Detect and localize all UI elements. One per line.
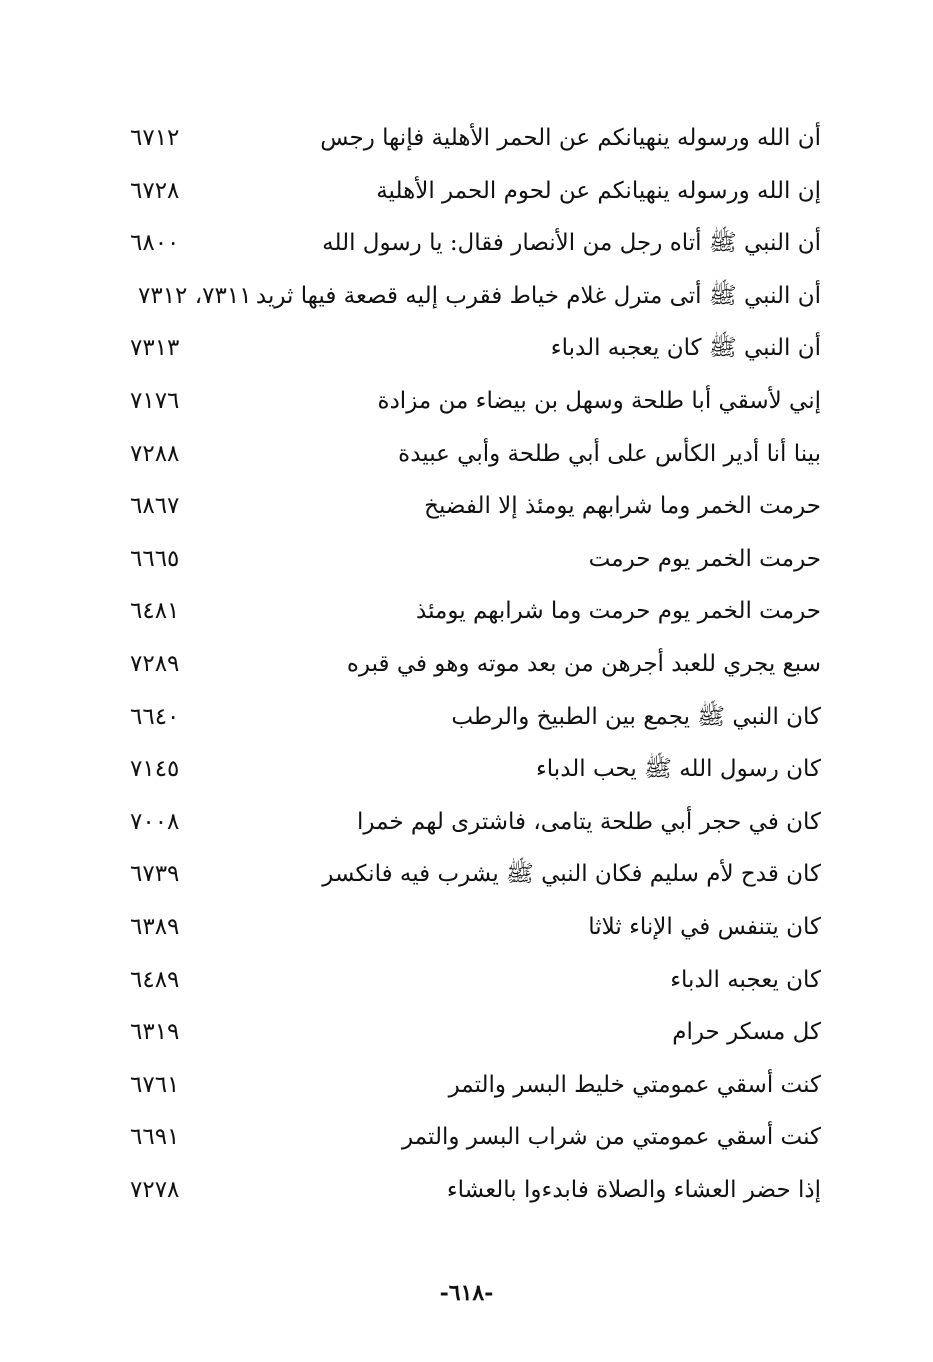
hadith-text: إن الله ورسوله ينهيانكم عن لحوم الحمر الأهلية [376,177,821,204]
hadith-number: ٧١٧٦ [130,387,180,414]
hadith-text: إذا حضر العشاء والصلاة فابدءوا بالعشاء [446,1176,821,1203]
hadith-text: كان يعجبه الدباء [670,966,821,993]
hadith-text: كنت أسقي عمومتي خليط البسر والتمر [448,1071,821,1098]
hadith-number: ٦٣١٩ [130,1019,180,1046]
hadith-number: ٦٦٦٥ [130,545,180,572]
index-entry [0,377,933,430]
index-entry [0,587,933,640]
index-entry [0,1166,933,1219]
hadith-number: ٧٢٨٨ [130,440,180,467]
index-entry [0,1008,933,1061]
index-entry [0,1113,933,1166]
hadith-number: ٧٣١١، ٧٣١٢ [138,282,252,309]
hadith-number: ٦٣٨٩ [130,913,180,940]
hadith-text: بينا أنا أدير الكأس على أبي طلحة وأبي عبيدة [398,440,821,467]
index-entry [0,850,933,903]
hadith-number: ٦٤٨١ [130,598,180,625]
index-entry [0,693,933,746]
hadith-text: أن الله ورسوله ينهيانكم عن الحمر الأهلية فإنها رجس [320,125,821,151]
index-entry [0,745,933,798]
hadith-text: أن النبي ﷺ كان يعجبه الدباء [550,335,821,362]
hadith-text: كل مسكر حرام [672,1019,821,1046]
index-entry [0,640,933,693]
index-entry [0,535,933,588]
hadith-text: حرمت الخمر وما شرابهم يومئذ إلا الفضيخ [424,493,821,520]
hadith-text: حرمت الخمر يوم حرمت وما شرابهم يومئذ [416,598,821,625]
index-entry [0,219,933,272]
hadith-number: ٦٨٠٠ [130,230,180,257]
hadith-index-list [0,114,933,1218]
index-entry [0,1061,933,1114]
hadith-number: ٦٧٣٩ [130,861,180,888]
hadith-text: كان في حجر أبي طلحة يتامى، فاشترى لهم خمرا [357,808,821,835]
hadith-text: إني لأسقي أبا طلحة وسهل بن بيضاء من مزادة [377,387,821,414]
hadith-number: ٦٦٤٠ [130,703,180,730]
index-entry [0,482,933,535]
index-entry [0,167,933,220]
hadith-number: ٧٢٨٩ [130,650,180,677]
hadith-number: ٦٦٩١ [130,1124,180,1151]
hadith-number: ٦٧٦١ [130,1071,180,1098]
hadith-number: ٦٧٢٨ [130,177,180,204]
hadith-text: أن النبي ﷺ أتاه رجل من الأنصار فقال: يا رسول الله [322,230,821,257]
hadith-text: سبع يجري للعبد أجرهن من بعد موته وهو في قبره [346,650,821,677]
page-number: -٦١٨- [439,1280,494,1306]
index-entry [0,114,933,167]
index-entry [0,903,933,956]
hadith-number: ٦٨٦٧ [130,493,180,520]
hadith-number: ٧٠٠٨ [130,808,180,835]
hadith-number: ٦٤٨٩ [130,966,180,993]
hadith-text: كان يتنفس في الإناء ثلاثا [588,913,821,940]
hadith-text: أن النبي ﷺ أتى مترل غلام خياط فقرب إليه قصعة فيها ثريد [255,282,821,309]
hadith-text: كان قدح لأم سليم فكان النبي ﷺ يشرب فيه فانكسر [322,861,821,888]
index-entry [0,272,933,325]
index-entry [0,324,933,377]
hadith-text: كان رسول الله ﷺ يحب الدباء [535,756,821,783]
hadith-number: ٦٧١٢ [130,125,180,151]
hadith-number: ٧١٤٥ [130,756,180,783]
index-entry [0,956,933,1009]
hadith-number: ٧٢٧٨ [130,1176,180,1203]
hadith-number: ٧٣١٣ [130,335,180,362]
hadith-text: حرمت الخمر يوم حرمت [588,545,821,572]
hadith-text: كنت أسقي عمومتي من شراب البسر والتمر [402,1124,821,1151]
hadith-text: كان النبي ﷺ يجمع بين الطبيخ والرطب [451,703,821,730]
index-entry [0,798,933,851]
index-entry [0,430,933,483]
